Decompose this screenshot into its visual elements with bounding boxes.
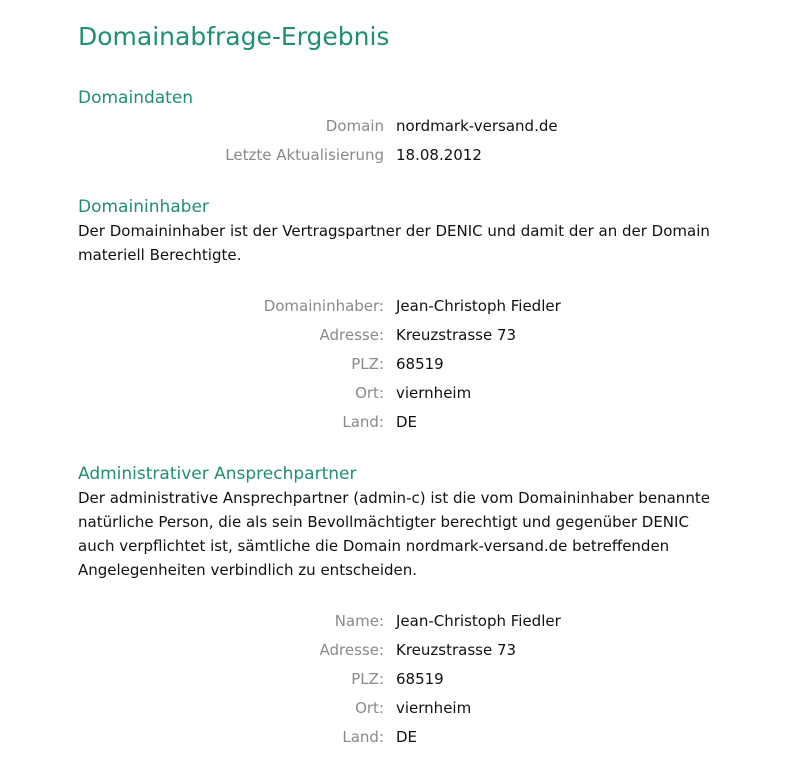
field-value-plz: 68519	[396, 355, 444, 373]
admin-c-table	[0, 609, 800, 754]
table-row	[0, 294, 800, 323]
field-label-domaininhaber: Domaininhaber:	[263, 297, 384, 315]
table-row	[0, 609, 800, 638]
field-label-adresse: Adresse:	[319, 326, 384, 344]
field-value-plz: 68519	[396, 670, 444, 688]
field-value-domain: nordmark-versand.de	[396, 117, 558, 135]
field-label-domain: Domain	[325, 117, 384, 135]
field-value-adresse: Kreuzstrasse 73	[396, 326, 517, 344]
table-row	[0, 143, 800, 172]
field-value-name: Jean-Christoph Fiedler	[396, 612, 561, 630]
field-label-plz: PLZ:	[351, 670, 384, 688]
field-value-land: DE	[396, 728, 418, 746]
admin-c-description: Der administrative Ansprechpartner (admin-c) ist die vom Domaininhaber benannte natürliche Person, die als sein Bevollmächtigter berechtigt und gegenüber DENIC auch verpflichtet ist, sämtliche die Domain nordmark-versand.de betreffenden Angelegenheiten verbindlich zu entscheiden.	[78, 489, 710, 579]
table-row	[0, 638, 800, 667]
field-value-land: DE	[396, 413, 418, 431]
field-label-ort: Ort:	[355, 699, 384, 717]
field-label-land: Land:	[342, 728, 384, 746]
table-row	[0, 696, 800, 725]
field-label-land: Land:	[342, 413, 384, 431]
field-label-adresse: Adresse:	[319, 641, 384, 659]
field-value-ort: viernheim	[396, 384, 472, 402]
field-value-adresse: Kreuzstrasse 73	[396, 641, 517, 659]
table-row	[0, 667, 800, 696]
domaininhaber-table	[0, 294, 800, 439]
table-row	[0, 114, 800, 143]
section-heading-domaininhaber: Domaininhaber	[78, 197, 209, 217]
table-row	[0, 352, 800, 381]
page-title: Domainabfrage-Ergebnis	[78, 22, 390, 51]
table-row	[0, 323, 800, 352]
domaininhaber-description: Der Domaininhaber ist der Vertragspartner der DENIC und damit der an der Domain materiell Berechtigte.	[78, 222, 710, 264]
field-label-ort: Ort:	[355, 384, 384, 402]
field-value-domaininhaber: Jean-Christoph Fiedler	[396, 297, 561, 315]
section-heading-admin-c: Administrativer Ansprechpartner	[78, 464, 357, 484]
field-value-ort: viernheim	[396, 699, 472, 717]
table-row	[0, 381, 800, 410]
field-value-letzte-aktualisierung: 18.08.2012	[396, 146, 482, 164]
table-row	[0, 725, 800, 754]
field-label-letzte-aktualisierung: Letzte Aktualisierung	[225, 146, 384, 164]
table-row	[0, 410, 800, 439]
field-label-plz: PLZ:	[351, 355, 384, 373]
domaindaten-table	[0, 114, 800, 172]
field-label-name: Name:	[334, 612, 384, 630]
section-heading-domaindaten: Domaindaten	[78, 88, 194, 108]
